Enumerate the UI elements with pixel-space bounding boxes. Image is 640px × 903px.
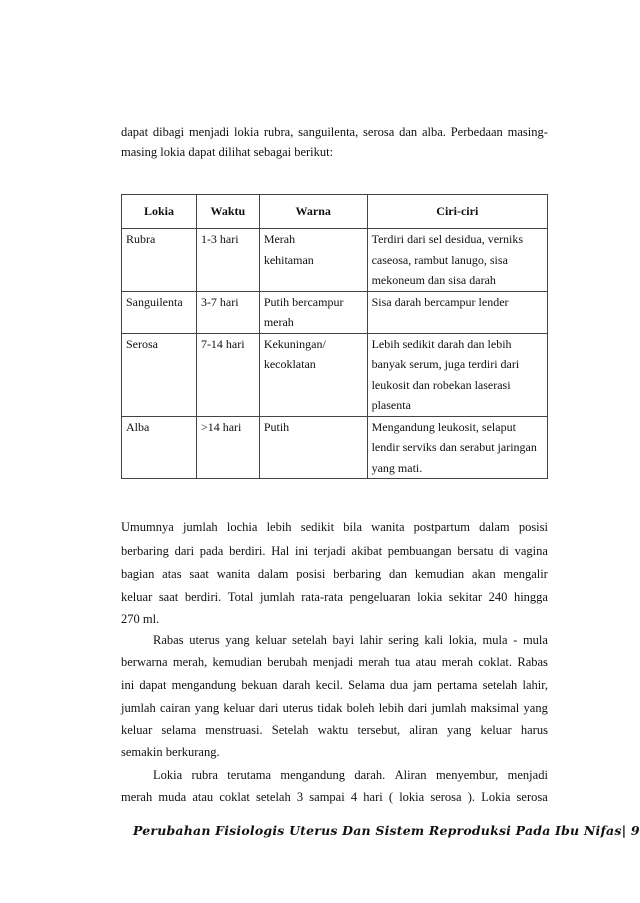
paragraph1-line	[121, 520, 548, 534]
word: sekitar	[448, 590, 483, 604]
word: bekuan	[241, 678, 278, 692]
word: aliran	[409, 723, 438, 737]
cell-warna	[259, 416, 367, 479]
word: keluar	[121, 590, 153, 604]
word: lokia	[234, 125, 260, 139]
cell-line: Kekuningan/	[263, 336, 326, 351]
word: saat	[158, 590, 179, 604]
word: coklat	[219, 790, 250, 804]
footer-separator: |	[621, 823, 627, 838]
word: boleh	[346, 701, 375, 715]
cell-ciri	[367, 333, 547, 416]
cell-line: yang mati.	[371, 460, 423, 475]
word: posisi	[296, 567, 326, 581]
word: ini	[294, 544, 309, 558]
intro-line-2	[121, 145, 333, 159]
cell-warna	[259, 333, 367, 416]
text-line: semakin berkurang.	[121, 745, 220, 759]
table-row	[122, 229, 548, 292]
word: wanita	[216, 567, 251, 581]
cell-ciri	[367, 416, 547, 479]
word: setelah	[482, 678, 518, 692]
word: uterus	[189, 633, 220, 647]
paragraph1-line	[121, 567, 548, 581]
word: Rabas	[153, 633, 184, 647]
word: 3	[296, 790, 304, 804]
cell-waktu: 1-3 hari	[196, 229, 259, 292]
text-line: 270 ml.	[121, 612, 160, 626]
word: (	[388, 790, 394, 804]
paragraph2-line	[121, 678, 548, 692]
cell-line: mekoneum dan sisa darah	[371, 273, 496, 287]
word: serosa	[430, 790, 462, 804]
cell-waktu: 3-7 hari	[196, 291, 259, 333]
word: jumlah	[182, 520, 218, 534]
word: dari	[174, 544, 195, 558]
word: posisi	[518, 520, 548, 534]
word: hingga	[513, 590, 548, 604]
word: rata-rata	[301, 590, 343, 604]
word: menjadi	[312, 655, 354, 669]
lokia-table	[121, 194, 548, 479]
table-row	[122, 333, 548, 416]
word: kali	[424, 633, 444, 647]
cell-waktu: >14 hari	[196, 416, 259, 479]
word: lahir	[359, 633, 383, 647]
word: dalam	[257, 567, 289, 581]
word: muda	[158, 790, 187, 804]
word: menyembur,	[435, 768, 499, 782]
word: merah	[441, 655, 474, 669]
cell-line: kehitaman	[263, 252, 314, 267]
paragraph2-line	[121, 723, 548, 737]
word: Aliran	[394, 768, 427, 782]
word: yang	[446, 723, 472, 737]
word: vagina	[514, 544, 548, 558]
cell-line: Merah	[263, 232, 296, 246]
word: atas	[162, 567, 182, 581]
word: lokia	[399, 790, 425, 804]
word: ).	[467, 790, 476, 804]
cell-line: banyak serum, juga terdiri dari	[371, 357, 520, 371]
word: bersatu	[457, 544, 494, 558]
word: lebih	[378, 701, 404, 715]
word: cairan	[159, 701, 191, 715]
word: keluar	[255, 633, 287, 647]
word: mengandung	[280, 768, 345, 782]
word: wanita	[371, 520, 405, 534]
word: kecil.	[315, 678, 343, 692]
cell-line: leukosit dan robekan laserasi	[371, 377, 511, 392]
word: dari	[258, 701, 279, 715]
word: setelah	[256, 790, 291, 804]
intro-line-1	[121, 125, 548, 139]
word: bagian	[121, 567, 155, 581]
word: dapat	[139, 678, 167, 692]
cell-ciri	[367, 291, 547, 333]
table-row	[122, 291, 548, 333]
word: Perbedaan	[450, 125, 503, 139]
word: lochia	[226, 520, 258, 534]
word: maksimal	[470, 701, 520, 715]
cell-warna	[259, 229, 367, 292]
word: merah,	[172, 655, 208, 669]
footer-title: Perubahan Fisiologis Uterus Dan Sistem Reproduksi Pada Ibu Nifas	[133, 823, 622, 838]
word: lebih	[266, 520, 292, 534]
word: lahir,	[522, 678, 548, 692]
word: coklat.	[478, 655, 513, 669]
word: keluar	[480, 723, 512, 737]
word: waktu	[317, 723, 349, 737]
word: menjadi	[507, 768, 548, 782]
word: Selama	[348, 678, 385, 692]
word: jumlah	[431, 701, 467, 715]
word: sering	[388, 633, 419, 647]
word: berwarna	[121, 655, 168, 669]
paragraph1-line	[121, 590, 548, 604]
word: tersebut,	[357, 723, 401, 737]
word: berdiri.	[184, 590, 222, 604]
word: pada	[199, 544, 224, 558]
table-row	[122, 416, 548, 479]
word: dan	[399, 125, 418, 139]
word: mula	[522, 633, 548, 647]
page-footer	[133, 823, 640, 838]
word: merah	[121, 790, 153, 804]
cell-lokia: Sanguilenta	[122, 291, 197, 333]
header-lokia: Lokia	[122, 195, 197, 229]
cell-ciri	[367, 229, 547, 292]
word: hari	[363, 790, 383, 804]
word: serosa	[363, 125, 395, 139]
word: mula	[482, 633, 508, 647]
word: atau	[415, 655, 437, 669]
word: sanguilenta,	[298, 125, 359, 139]
cell-lokia: Alba	[122, 416, 197, 479]
word: lokia,	[448, 633, 477, 647]
word: Lokia	[153, 768, 183, 782]
word: yang	[194, 701, 220, 715]
word: akan	[471, 567, 496, 581]
cell-line: merah	[263, 315, 294, 329]
word: postpartum	[413, 520, 470, 534]
word: uterus	[282, 701, 314, 715]
paragraph1-line	[121, 544, 548, 558]
word: tua	[394, 655, 411, 669]
word: harus	[520, 723, 548, 737]
word: terutama	[227, 768, 272, 782]
word: alba.	[421, 125, 446, 139]
cell-line: Putih	[263, 419, 290, 434]
word: jam	[413, 678, 433, 692]
word: keluar	[223, 701, 255, 715]
word: masing-	[507, 125, 548, 139]
cell-line: Lebih sedikit darah dan lebih	[371, 336, 512, 351]
word: bayi	[332, 633, 355, 647]
word: yang	[225, 633, 250, 647]
cell-line: Mengandung leukosit, selaput	[371, 419, 516, 434]
word: dan	[388, 567, 408, 581]
table-header-row	[122, 195, 548, 229]
paragraph3-line	[153, 768, 548, 782]
word: Total	[227, 590, 254, 604]
word: Rabas	[517, 655, 548, 669]
paragraph2-line	[121, 701, 548, 715]
cell-line: Sisa darah bercampur lender	[371, 294, 509, 309]
word: dalam	[479, 520, 510, 534]
header-warna: Warna	[259, 195, 367, 229]
word: pertama	[437, 678, 478, 692]
word: berdiri.	[229, 544, 266, 558]
word: berbaring	[333, 567, 382, 581]
word: dari	[407, 701, 428, 715]
word: merah	[358, 655, 390, 669]
paragraph2-line	[153, 633, 548, 647]
cell-line: Putih bercampur	[263, 294, 344, 309]
header-waktu: Waktu	[196, 195, 259, 229]
word: Lokia	[481, 790, 511, 804]
cell-line: lendir serviks dan serabut jaringan	[371, 440, 537, 454]
header-ciri: Ciri-ciri	[367, 195, 547, 229]
cell-waktu: 7-14 hari	[196, 333, 259, 416]
cell-lokia: Serosa	[122, 333, 197, 416]
word: akibat	[351, 544, 383, 558]
page-number: 9	[630, 823, 640, 838]
word: sampai	[309, 790, 345, 804]
paragraph2-line	[121, 745, 220, 759]
word: berbaring	[121, 544, 169, 558]
word: bila	[343, 520, 362, 534]
word: terjadi	[313, 544, 346, 558]
word: -	[513, 633, 518, 647]
cell-warna	[259, 291, 367, 333]
word: darah.	[354, 768, 386, 782]
word: dapat	[121, 125, 149, 139]
word: 4	[350, 790, 358, 804]
cell-line: caseosa, rambut lanugo, sisa	[371, 252, 508, 267]
word: Setelah	[271, 723, 309, 737]
paragraph1-line	[121, 612, 159, 626]
word: kemudian	[414, 567, 465, 581]
cell-lokia: Rubra	[122, 229, 197, 292]
word: jumlah	[259, 590, 295, 604]
word: mengalir	[503, 567, 548, 581]
word: dua	[390, 678, 409, 692]
word: rubra	[191, 768, 218, 782]
intro-text-2: masing lokia dapat dilihat sebagai berikut:	[121, 145, 334, 159]
word: selama	[161, 723, 197, 737]
word: tidak	[317, 701, 343, 715]
word: menjadi	[188, 125, 230, 139]
word: kemudian	[212, 655, 262, 669]
word: di	[499, 544, 509, 558]
word: setelah	[292, 633, 327, 647]
word: darah	[282, 678, 311, 692]
word: yang	[523, 701, 548, 715]
word: ini	[121, 678, 135, 692]
word: Hal	[271, 544, 290, 558]
paragraph2-line	[121, 655, 548, 669]
word: Umumnya	[121, 520, 174, 534]
word: sedikit	[300, 520, 335, 534]
word: pembuangan	[387, 544, 452, 558]
cell-line: Terdiri dari sel desidua, verniks	[371, 232, 524, 246]
word: atau	[192, 790, 214, 804]
word: dibagi	[152, 125, 185, 139]
word: saat	[189, 567, 209, 581]
cell-line: plasenta	[371, 398, 411, 412]
word: menstruasi.	[205, 723, 263, 737]
cell-line: kecoklatan	[263, 357, 316, 371]
word: rubra,	[263, 125, 294, 139]
word: mengandung	[171, 678, 237, 692]
word: pengeluaran	[349, 590, 411, 604]
word: keluar	[121, 723, 153, 737]
word: berubah	[267, 655, 308, 669]
word: jumlah	[121, 701, 156, 715]
word: lokia	[417, 590, 443, 604]
word: 240	[488, 590, 508, 604]
paragraph3-line	[121, 790, 548, 804]
word: serosa	[516, 790, 548, 804]
